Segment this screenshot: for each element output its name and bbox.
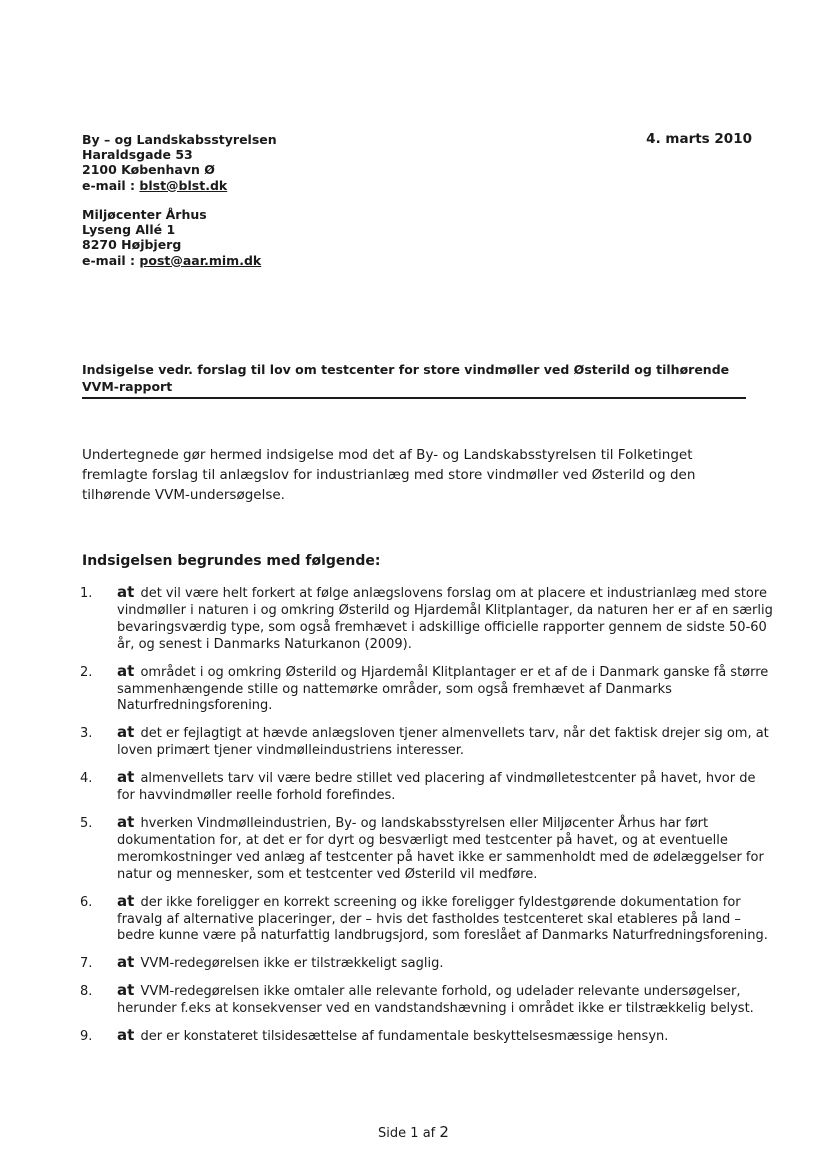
reason-body <box>117 584 777 654</box>
reason-text: almenvellets tarv vil være bedre stillet ved placering af vindmølletestcenter på havet, hvor de for havvindmøller reelle forhold forefindes. <box>117 771 756 804</box>
intro-paragraph: Undertegnede gør hermed indsigelse mod det af By- og Landskabsstyrelsen til Folketinget fremlagte forslag til anlægslov for industrianlæg med store vindmøller ved Østerild og den tilhørende VVM-undersøgelse. <box>82 447 696 503</box>
reason-text: der er konstateret tilsidesættelse af fundamentale beskyttelsesmæssige hensyn. <box>140 1029 669 1045</box>
recipient-address-2 <box>82 207 261 268</box>
reason-text: det vil være helt forkert at følge anlægslovens forslag om at placere et industrianlæg med store vindmøller i naturen i og omkring Østerild og Hjardemål Klitplantager, da naturen her er af en særlig bevaringsværdig type, som også fremhævet i adskillige officielle rapporter gennem de sidste 50-60 år, og senest i Danmarks Naturkanon (2009). <box>117 586 773 652</box>
reason-text: VVM-redegørelsen ikke er tilstrækkeligt saglig. <box>140 956 444 972</box>
address-line: 2100 København Ø <box>82 162 215 178</box>
reason-number: 4. <box>80 771 93 787</box>
footer-page-number: 1 <box>410 1126 419 1141</box>
reason-lead: at <box>117 661 135 680</box>
reason-text: området i og omkring Østerild og Hjardemål Klitplantager er et af de i Danmark ganske få større sammenhængende stille og nattemørke områder, som også fremhævet af Danmarks Naturfredningsforening. <box>117 664 769 714</box>
reason-lead: at <box>117 953 135 972</box>
reason-lead: at <box>117 723 135 742</box>
reason-item <box>0 814 827 884</box>
footer-middle: af <box>418 1126 440 1141</box>
reason-lead: at <box>117 812 135 831</box>
reason-lead: at <box>117 768 135 787</box>
reasons-heading: Indsigelsen begrundes med følgende: <box>82 553 381 569</box>
address-line: By – og Landskabsstyrelsen <box>82 132 277 147</box>
email-label: e-mail : <box>82 252 140 268</box>
email-link[interactable]: post@aar.mim.dk <box>139 252 262 268</box>
reason-item <box>0 724 827 760</box>
reason-lead: at <box>117 891 135 910</box>
letter-date: 4. marts 2010 <box>646 131 752 147</box>
address-line: Miljøcenter Århus <box>82 207 207 222</box>
reason-number: 2. <box>80 664 93 680</box>
reason-body <box>117 814 777 884</box>
footer-prefix: Side <box>378 1126 411 1141</box>
reason-number: 8. <box>80 984 93 1000</box>
reason-body <box>117 663 777 716</box>
reason-item <box>0 982 827 1018</box>
reasons-list <box>0 584 827 1055</box>
reason-body <box>117 954 777 973</box>
reason-number: 5. <box>80 815 93 831</box>
reason-item <box>0 769 827 805</box>
reason-number: 3. <box>80 726 93 742</box>
reason-body <box>117 1027 777 1046</box>
address-email-row <box>82 253 261 268</box>
reason-body <box>117 982 777 1018</box>
reason-lead: at <box>117 1026 135 1045</box>
subject-line: Indsigelse vedr. forslag til lov om testcenter for store vindmøller ved Østerild og tilhørende VVM-rapport <box>82 362 730 394</box>
reason-item <box>0 954 827 973</box>
reason-text: hverken Vindmølleindustrien, By- og landskabsstyrelsen eller Miljøcenter Århus har ført dokumentation for, at det er for dyrt og besværligt med testcenter på havet, og at eventuelle meromkostninger ved anlæg af testcenter på havet ikke er sammenholdt med de ødelæggelser for natur og mennesker, som et testcenter ved Østerild vil medføre. <box>117 815 764 882</box>
reason-body <box>117 724 777 760</box>
reason-item <box>0 663 827 716</box>
reason-number: 7. <box>80 956 93 972</box>
reason-item <box>0 1027 827 1046</box>
reason-text: der ikke foreligger en korrekt screening og ikke foreligger fyldestgørende dokumentation for fravalg af alternative placeringer, der – hvis det fastholdes testcenteret skal etableres på land – bedre kunne være på naturfattig landbrugsjord, som foreslået af Danmarks Naturfredningsforening. <box>117 894 768 944</box>
reason-text: det er fejlagtigt at hævde anlægsloven tjener almenvellets tarv, når det faktisk drejer sig om, at loven primært tjener vindmølleindustriens interesser. <box>117 726 769 759</box>
reason-item <box>0 584 827 654</box>
address-line: 8270 Højbjerg <box>82 237 182 253</box>
reason-item <box>0 893 827 946</box>
reason-body <box>117 769 777 805</box>
reason-number: 9. <box>80 1029 93 1045</box>
email-link[interactable]: blst@blst.dk <box>139 177 228 193</box>
address-line: Haraldsgade 53 <box>82 147 193 163</box>
footer-page-total: 2 <box>439 1123 449 1141</box>
reason-text: VVM-redegørelsen ikke omtaler alle relevante forhold, og udelader relevante undersøgelser, herunder f.eks at konsekvenser ved en vandstandshævning i området ikke er tilstrækkelig belyst. <box>117 984 754 1017</box>
address-line: Lyseng Allé 1 <box>82 222 176 238</box>
email-label: e-mail : <box>82 177 140 193</box>
address-email-row <box>82 178 277 193</box>
reason-number: 6. <box>80 894 93 910</box>
page-footer <box>0 1123 827 1141</box>
reason-body <box>117 893 777 946</box>
subject-underline <box>82 397 746 399</box>
reason-lead: at <box>117 583 135 601</box>
reason-number: 1. <box>80 586 93 601</box>
recipient-address-1 <box>82 132 277 193</box>
reason-lead: at <box>117 981 135 1000</box>
